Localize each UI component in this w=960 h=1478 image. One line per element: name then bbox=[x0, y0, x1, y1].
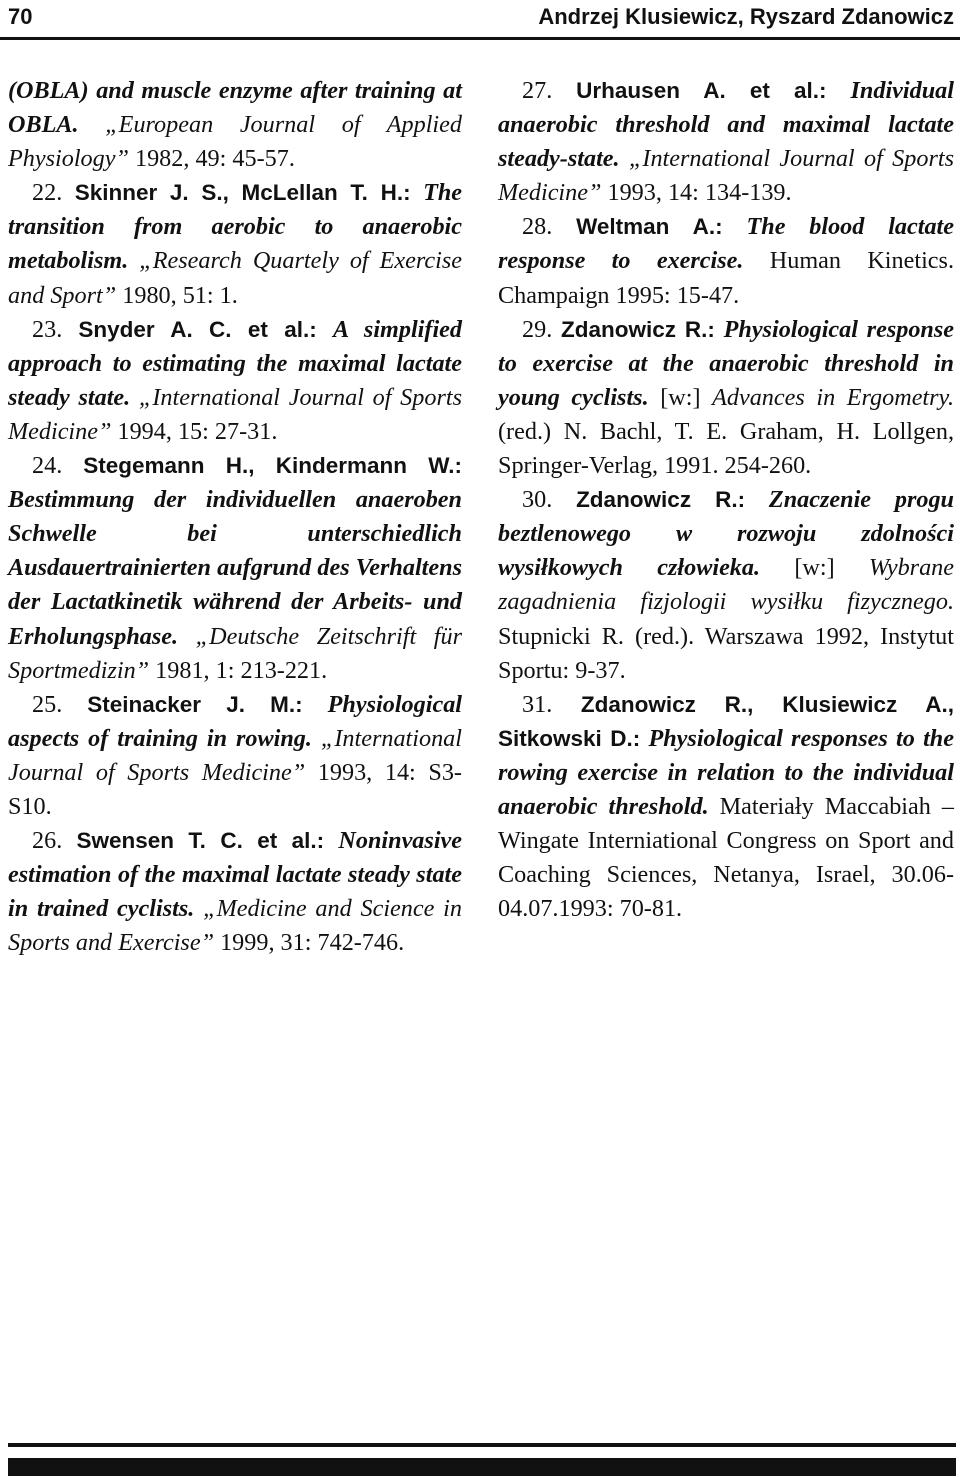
reference-in-marker: [w:] bbox=[648, 383, 713, 411]
reference-title: The blood lactate response to exercise. bbox=[498, 213, 955, 275]
reference-authors: Skinner J. S., McLellan T. H.: bbox=[74, 180, 411, 206]
reference-number: 28. bbox=[522, 213, 577, 241]
reference-in-marker: [w:] bbox=[760, 554, 869, 582]
reference-details: 1980, 51: 1. bbox=[116, 281, 238, 309]
reference-source: „Medicine and Science in Sports and Exercise” bbox=[8, 895, 462, 957]
reference-number: 26. bbox=[32, 827, 77, 855]
reference-entry bbox=[8, 176, 462, 312]
reference-details: 1982, 49: 45-57. bbox=[128, 145, 295, 173]
reference-entry bbox=[498, 483, 954, 688]
reference-authors: Urhausen A. et al.: bbox=[576, 78, 827, 103]
reference-details: 1993, 14: 134-139. bbox=[601, 179, 792, 207]
reference-authors: Zdanowicz R.: bbox=[560, 316, 715, 342]
reference-details: Stupnicki R. (red.). Warszawa 1992, Instytut Sportu: 9-37. bbox=[498, 622, 954, 684]
reference-entry bbox=[8, 313, 462, 449]
reference-number: 27. bbox=[522, 77, 577, 104]
reference-authors: Swensen T. C. et al.: bbox=[76, 828, 325, 854]
reference-details: 1993, 14: S3-S10. bbox=[8, 758, 462, 820]
footer-rule-thin bbox=[8, 1443, 956, 1447]
reference-details: Human Kinetics. Champaign 1995: 15-47. bbox=[498, 247, 954, 309]
reference-authors: Stegemann H., Kindermann W.: bbox=[83, 453, 462, 479]
reference-source: Wybrane zagadnienia fizjologii wysiłku fizycznego. bbox=[498, 554, 955, 616]
footer-rule-thick bbox=[8, 1458, 956, 1476]
reference-number: 22. bbox=[32, 179, 75, 207]
reference-number: 31. bbox=[522, 690, 581, 718]
reference-entry bbox=[8, 824, 462, 960]
running-head-authors: Andrzej Klusiewicz, Ryszard Zdanowicz bbox=[538, 4, 954, 29]
reference-title: A simplified approach to estimating the maximal lactate steady state. bbox=[8, 315, 462, 411]
reference-entry bbox=[498, 313, 954, 483]
reference-source: „International Journal of Sports Medicine” bbox=[8, 383, 462, 445]
reference-source: „Research Quartely of Exercise and Sport” bbox=[8, 247, 462, 309]
reference-entry bbox=[8, 449, 462, 688]
reference-number: 24. bbox=[32, 452, 84, 480]
reference-title: The transition from aerobic to anaerobic metabolism. bbox=[8, 179, 463, 275]
reference-title: Noninvasive estimation of the maximal lactate steady state in trained cyclists. bbox=[8, 827, 463, 923]
reference-entry bbox=[498, 688, 954, 927]
reference-title: Physiological responses to the rowing exercise in relation to the individual anaerobic threshold. bbox=[498, 724, 954, 820]
reference-authors: Zdanowicz R.: bbox=[576, 487, 746, 513]
reference-source: „International Journal of Sports Medicine” bbox=[8, 724, 462, 786]
reference-authors: Steinacker J. M.: bbox=[87, 691, 303, 717]
reference-number: 30. bbox=[522, 486, 577, 514]
reference-title: Znaczenie progu beztlenowego w rozwoju zdolności wysiłkowych człowieka. bbox=[498, 486, 955, 582]
page-header bbox=[0, 0, 960, 36]
references-left-column bbox=[8, 74, 462, 960]
reference-source: „International Journal of Sports Medicine” bbox=[498, 145, 954, 207]
reference-title: Physiological response to exercise at the anaerobic threshold in young cyclists. bbox=[498, 315, 955, 411]
page-number: 70 bbox=[8, 4, 33, 29]
reference-details: 1999, 31: 742-746. bbox=[214, 929, 405, 957]
reference-number: 23. bbox=[32, 315, 79, 343]
reference-details: 1994, 15: 27-31. bbox=[111, 417, 278, 445]
reference-title: Physiological aspects of training in rowing. bbox=[8, 690, 463, 752]
header-rule bbox=[0, 37, 960, 40]
reference-number: 25. bbox=[32, 690, 88, 718]
reference-authors: Snyder A. C. et al.: bbox=[78, 316, 317, 342]
references-right-column bbox=[498, 74, 954, 926]
reference-details: Materiały Maccabiah – Wingate Interniational Congress on Sport and Coaching Sciences, Netanya, Israel, 30.06-04.07.1993: 70-81. bbox=[498, 792, 954, 923]
reference-title: (OBLA) and muscle enzyme after training at OBLA. bbox=[8, 77, 462, 139]
reference-entry bbox=[8, 74, 462, 176]
reference-authors: Weltman A.: bbox=[576, 214, 723, 240]
reference-details: (red.) N. Bachl, T. E. Graham, H. Lollgen, Springer-Verlag, 1991. 254-260. bbox=[498, 417, 954, 480]
reference-number: 29. bbox=[522, 315, 561, 343]
reference-title: Individual anaerobic threshold and maximal lactate steady-state. bbox=[498, 77, 954, 173]
reference-entry bbox=[8, 688, 462, 824]
reference-source: „European Journal of Applied Physiology” bbox=[8, 111, 462, 173]
reference-title: Bestimmung der individuellen anaeroben Schwelle bei unterschiedlich Ausdauertrainierten aufgrund des Verhaltens der Lactatkinetik während der Arbeits- und Erholungsphase. bbox=[8, 486, 462, 650]
reference-authors: Zdanowicz R., Klusiewicz A., Sitkowski D.: bbox=[498, 691, 954, 751]
reference-entry bbox=[498, 74, 954, 210]
reference-details: 1981, 1: 213-221. bbox=[149, 656, 328, 684]
reference-entry bbox=[498, 210, 954, 312]
reference-source: Advances in Ergometry. bbox=[712, 383, 955, 411]
reference-source: „Deutsche Zeitschrift für Sportmedizin” bbox=[8, 622, 462, 684]
